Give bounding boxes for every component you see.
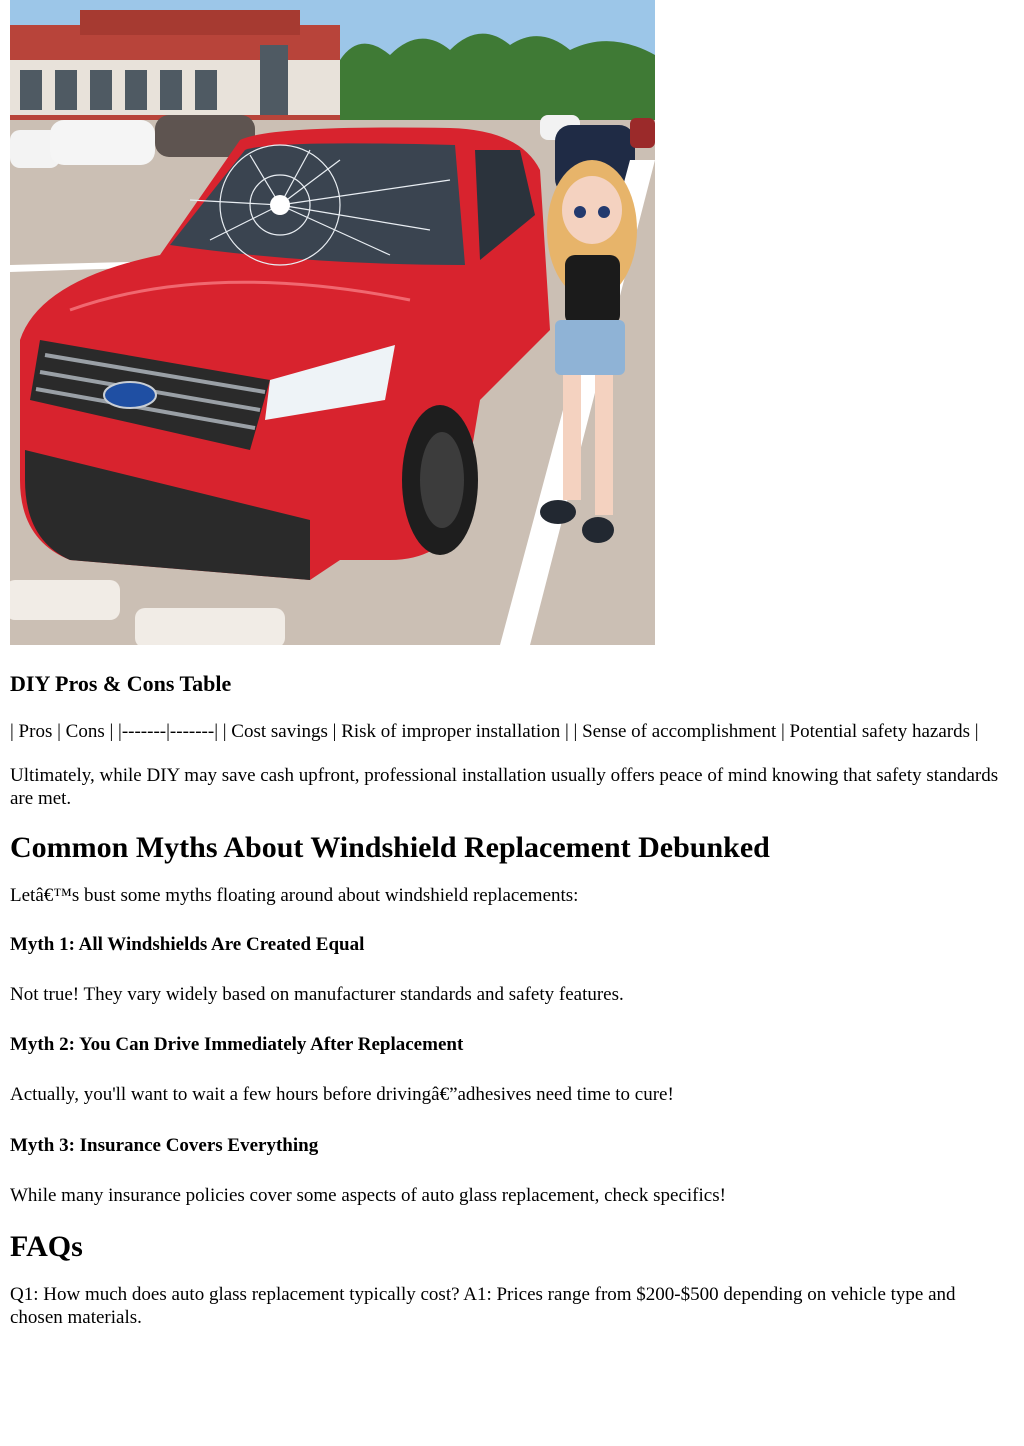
myths-intro: Letâ€™s bust some myths floating around about windshield replacements: bbox=[10, 885, 579, 906]
myths-heading: Common Myths About Windshield Replacement Debunked bbox=[10, 831, 770, 864]
document-page bbox=[10, 0, 1010, 1329]
diy-table-text: | Pros | Cons | |-------|-------| | Cost savings | Risk of improper installation | | Sense of accomplishment | Potential safety hazards | bbox=[10, 721, 979, 742]
hero-image bbox=[10, 0, 655, 645]
myth-3-title: Myth 3: Insurance Covers Everything bbox=[10, 1135, 319, 1156]
myth-1-title: Myth 1: All Windshields Are Created Equal bbox=[10, 934, 365, 955]
diy-heading: DIY Pros & Cons Table bbox=[10, 671, 232, 696]
cracked-windshield-illustration bbox=[10, 0, 655, 645]
faq-q1: Q1: How much does auto glass replacement typically cost? A1: Prices range from $200-$500 depending on vehicle type and chosen materials. bbox=[10, 1284, 956, 1328]
myth-2-body: Actually, you'll want to wait a few hours before drivingâ€”adhesives need time to cure! bbox=[10, 1084, 674, 1105]
myth-2-title: Myth 2: You Can Drive Immediately After Replacement bbox=[10, 1034, 464, 1055]
myth-3-body: While many insurance policies cover some aspects of auto glass replacement, check specifics! bbox=[10, 1185, 726, 1206]
myth-1-body: Not true! They vary widely based on manufacturer standards and safety features. bbox=[10, 984, 624, 1005]
faqs-heading: FAQs bbox=[10, 1230, 83, 1263]
diy-conclusion: Ultimately, while DIY may save cash upfront, professional installation usually offers peace of mind knowing that safety standards are met. bbox=[10, 765, 999, 809]
